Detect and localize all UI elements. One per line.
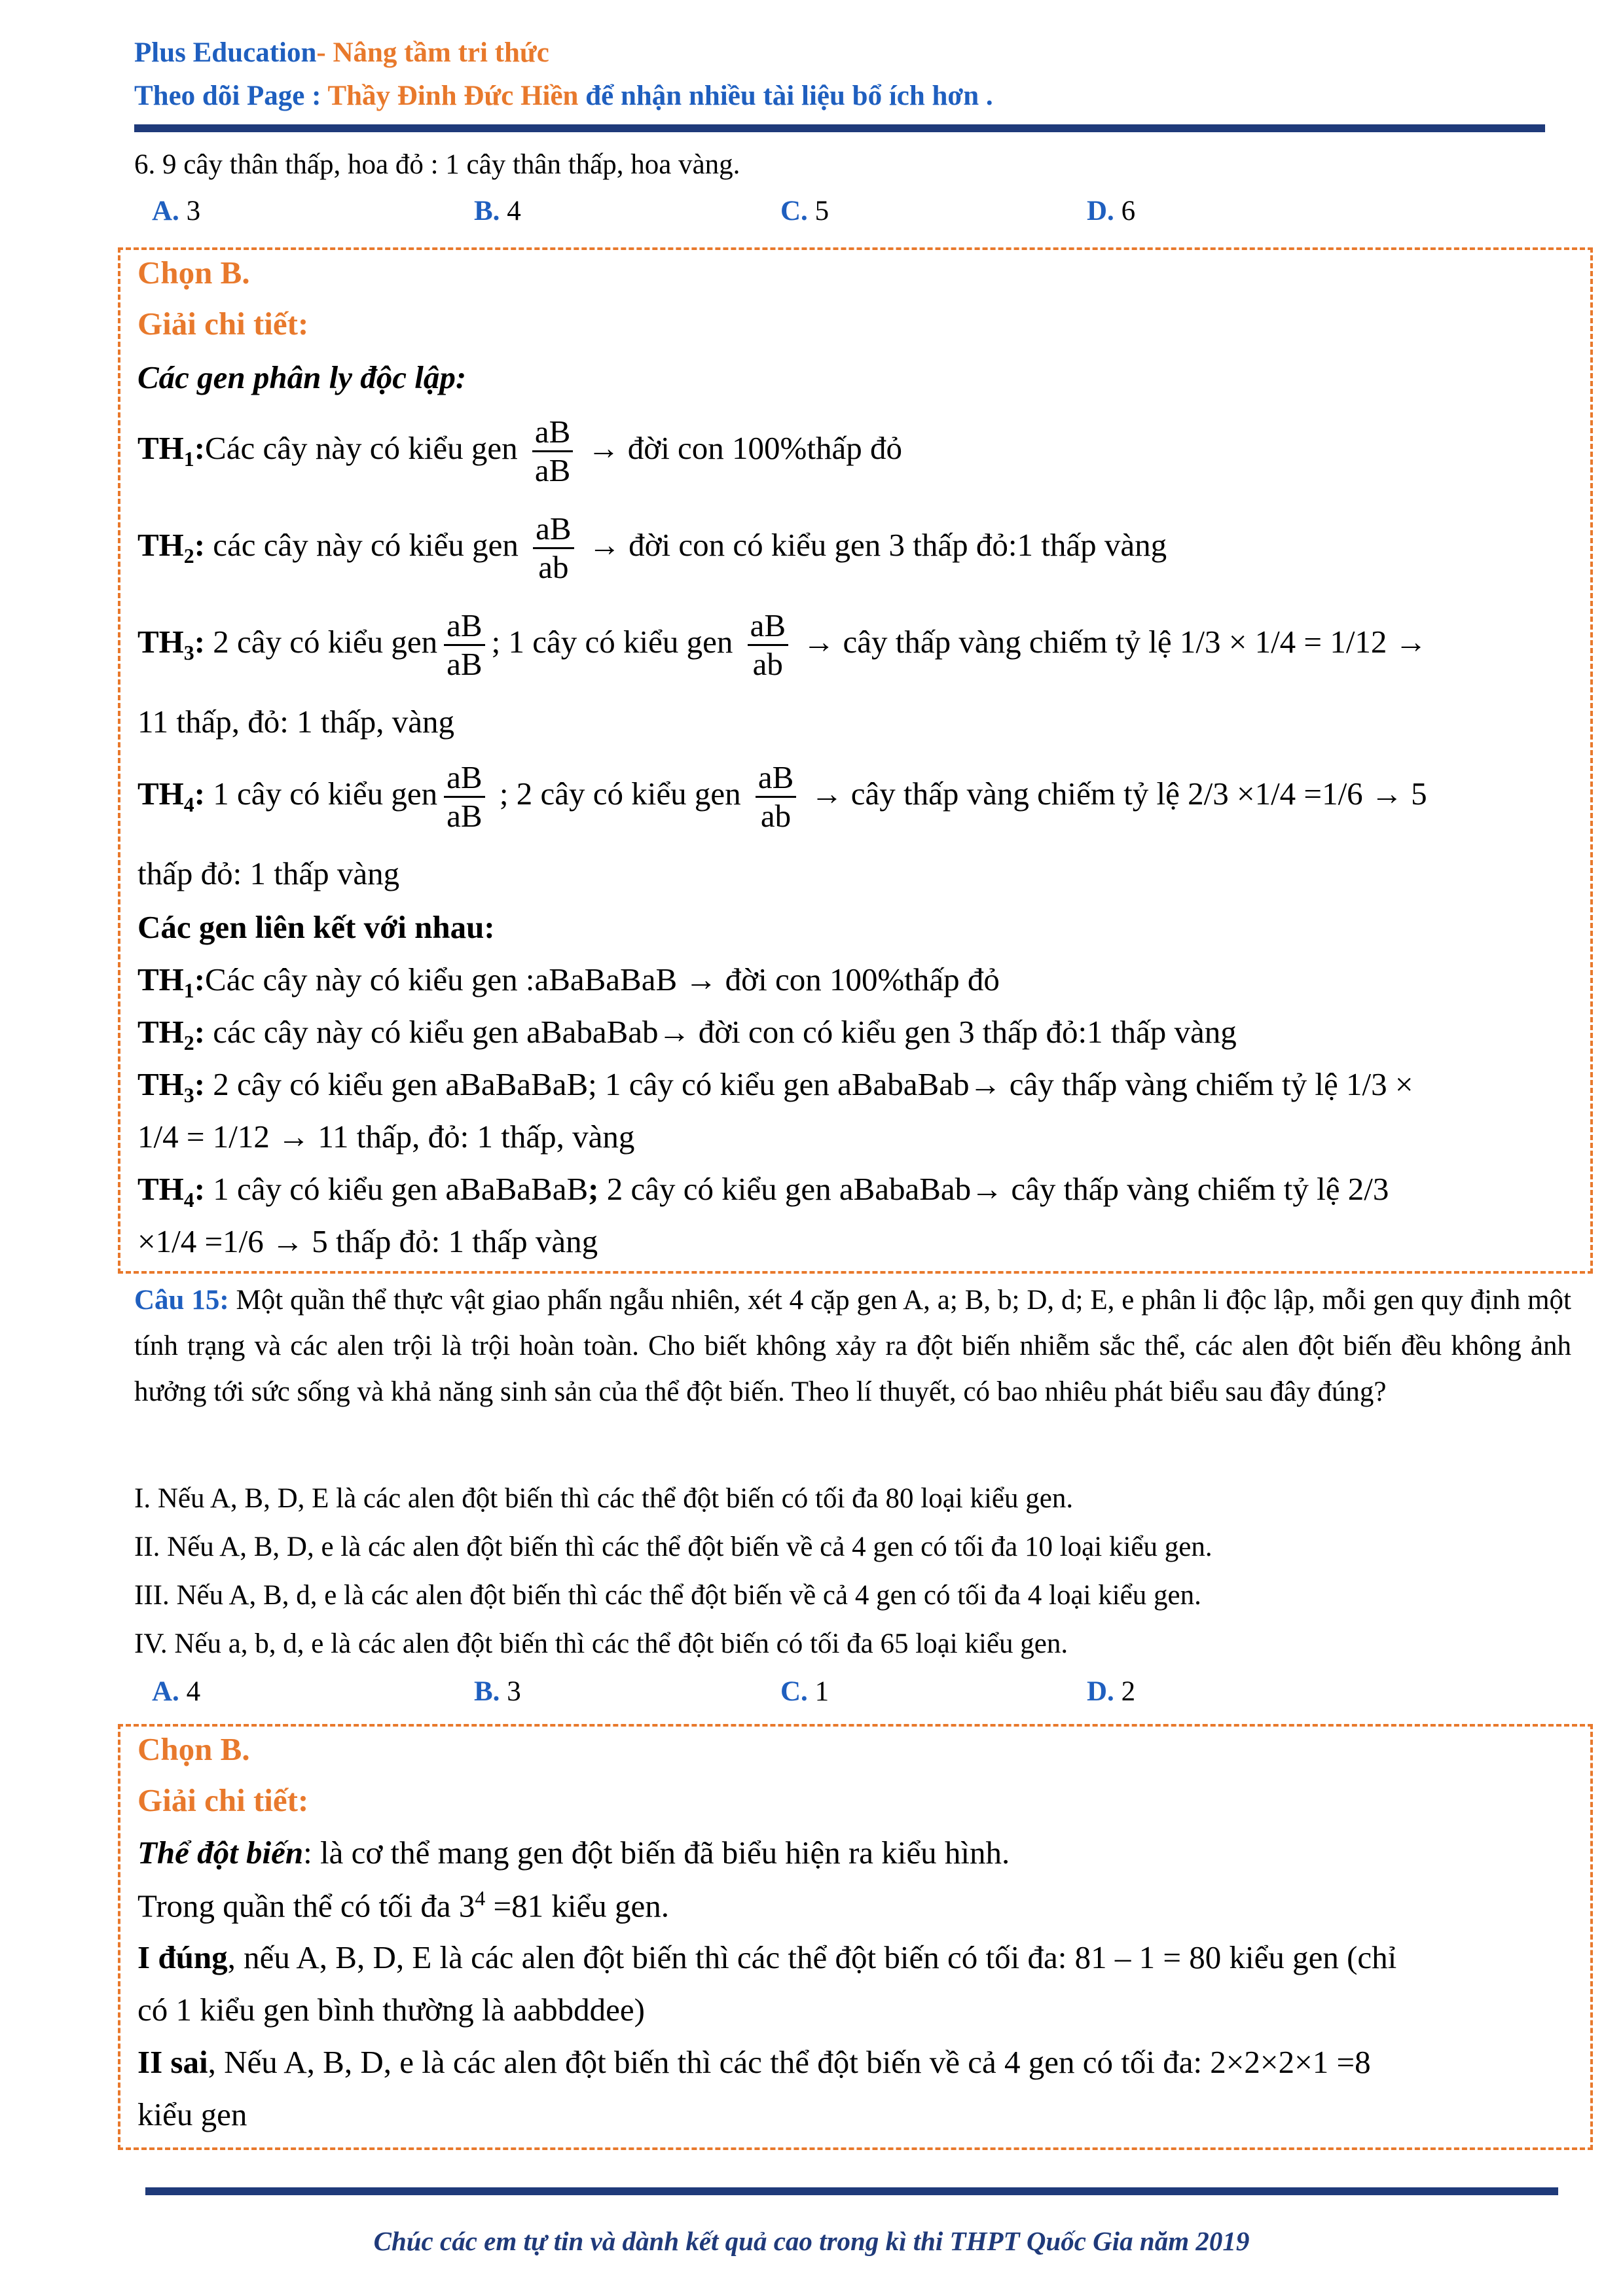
genotype-fraction: $\frac{aB}{aB}$ [444, 759, 484, 835]
sol14-linked-th3-cont: 1/4 = 1/12 → 11 thấp, đỏ: 1 thấp, vàng [137, 1119, 635, 1155]
q14-option-c[interactable]: C. 5 [780, 196, 830, 226]
sol14-th1: $TH_1:Các$ cây này có kiểu gen $\frac{aB}{aB}$ → đời con 100%thấp đỏ [137, 414, 902, 489]
sol15-count: Trong quần thể có tối đa $3^4 =81$ kiểu gen. [137, 1887, 670, 1924]
brand-tagline: - Nâng tầm tri thức [316, 37, 549, 68]
footer-divider [145, 2187, 1558, 2195]
header-line-1 [134, 37, 549, 69]
q15-label: Câu 15: [134, 1285, 229, 1316]
sol14-linked-th4: $TH_4$: 1 cây có kiểu gen aBaBaBaB; 2 cây có kiểu gen aBabaBab→ cây thấp vàng chiếm tỷ lệ 2/3 [137, 1171, 1389, 1211]
q15-option-c[interactable]: C. 1 [780, 1676, 830, 1707]
q15-option-d[interactable]: D. 2 [1087, 1676, 1136, 1707]
sol14-linked-th4-cont: ×1/4 =1/6 → 5 thấp đỏ: 1 thấp vàng [137, 1223, 598, 1259]
genotype-fraction: $\frac{aB}{ab}$ [756, 759, 796, 835]
sol15-statement-ii: II sai, Nếu A, B, D, e là các alen đột biến thì các thể đột biến về cả 4 gen có tối đa: 2×2×2×1 =8 [137, 2044, 1371, 2080]
sol15-statement-i: I đúng, nếu A, B, D, E là các alen đột biến thì các thể đột biến có tối đa: 81 – 1 = 80 kiểu gen (chỉ [137, 1939, 1397, 1975]
q15-statement-1: I. Nếu A, B, D, E là các alen đột biến thì các thể đột biến có tối đa 80 loại kiểu gen. [134, 1483, 1074, 1514]
brand-name: Plus Education [134, 37, 317, 68]
genotype-fraction: $\frac{aB}{aB}$ [532, 414, 573, 490]
q14-statement: 6. 9 cây thân thấp, hoa đỏ : 1 cây thân thấp, hoa vàng. [134, 149, 740, 180]
q15-option-b[interactable]: B. 3 [474, 1676, 521, 1707]
teacher-link[interactable]: Thầy Đinh Đức Hiền [327, 81, 579, 111]
sol15-definition: Thể đột biến: là cơ thể mang gen đột biến đã biểu hiện ra kiểu hình. [137, 1835, 1010, 1871]
sol14-linked-th2: $TH_2$: các cây này có kiểu gen aBabaBab→ đời con có kiểu gen 3 thấp đỏ:1 thấp vàng [137, 1014, 1237, 1054]
sol14-linked-th1: $TH_1:Các$ cây này có kiểu gen :aBaBaBaB → đời con 100%thấp đỏ [137, 961, 1000, 1002]
sol14-th3: $TH_3$: 2 cây có kiểu gen $\frac{aB}{aB}$ ; 1 cây có kiểu gen $\frac{aB}{ab}$ → cây thấp vàng chiếm tỷ lệ 1/3 × 1/4 = 1/12 → [137, 607, 1427, 683]
follow-suffix: để nhận nhiều tài liệu bổ ích hơn . [578, 81, 993, 111]
header-line-2 [134, 80, 993, 112]
q14-options [152, 195, 1527, 232]
sol14-choice: Chọn B. [137, 255, 250, 291]
genotype-fraction: $\frac{aB}{ab}$ [748, 607, 788, 683]
q14-option-a[interactable]: A. 3 [152, 196, 201, 226]
sol14-linked-heading: Các gen liên kết với nhau: [137, 909, 495, 945]
sol15-statement-i-cont: có 1 kiểu gen bình thường là aabbddee) [137, 1992, 645, 2028]
header-divider [134, 124, 1545, 132]
q15-option-a[interactable]: A. 4 [152, 1676, 201, 1707]
sol14-independent-heading: Các gen phân ly độc lập: [137, 359, 467, 395]
follow-colon: : [304, 81, 328, 111]
genotype-fraction: $\frac{aB}{aB}$ [444, 607, 484, 683]
q15-statement-4: IV. Nếu a, b, d, e là các alen đột biến thì các thể đột biến có tối đa 65 loại kiểu gen. [134, 1628, 1068, 1659]
sol14-detail-label: Giải chi tiết: [137, 306, 309, 342]
sol14-th4-cont: thấp đỏ: 1 thấp vàng [137, 855, 400, 891]
follow-label: Theo dõi Page [134, 81, 305, 111]
q14-option-d[interactable]: D. 6 [1087, 196, 1136, 226]
q15-options [152, 1676, 1527, 1712]
solution-box-q15 [118, 1724, 1593, 2150]
sol15-statement-ii-cont: kiểu gen [137, 2096, 247, 2132]
sol14-linked-th3: $TH_3$: 2 cây có kiểu gen aBaBaBaB; 1 cây có kiểu gen aBabaBab→ cây thấp vàng chiếm tỷ lệ 1/3 × [137, 1066, 1413, 1107]
sol15-choice: Chọn B. [137, 1731, 250, 1767]
q15-statement-2: II. Nếu A, B, D, e là các alen đột biến thì các thể đột biến về cả 4 gen có tối đa 10 loại kiểu gen. [134, 1532, 1213, 1562]
footer-text: Chúc các em tự tin và dành kết quả cao trong kì thi THPT Quốc Gia năm 2019 [373, 2226, 1250, 2256]
sol14-th2: $TH_2$: các cây này có kiểu gen $\frac{aB}{ab}$ → đời con có kiểu gen 3 thấp đỏ:1 thấp vàng [137, 511, 1167, 586]
q15-text: Câu 15: Một quần thể thực vật giao phấn ngẫu nhiên, xét 4 cặp gen A, a; B, b; D, d; E, e phân li độc lập, mỗi gen quy định một tính trạng và các alen trội là trội hoàn toàn. Cho biết không xảy ra đột biến nhiễm sắc thể, các alen đột biến đều không ảnh hưởng tới sức sống và khả năng sinh sản của thể đột biến. Theo lí thuyết, có bao nhiêu phát biểu sau đây đúng? [134, 1285, 1571, 1407]
sol15-detail-label: Giải chi tiết: [137, 1782, 309, 1818]
sol14-th3-cont: 11 thấp, đỏ: 1 thấp, vàng [137, 704, 455, 740]
sol14-th4: $TH_4$: 1 cây có kiểu gen $\frac{aB}{aB}$ ; 2 cây có kiểu gen $\frac{aB}{ab}$ → cây thấp vàng chiếm tỷ lệ 2/3 ×1/4 =1/6 → 5 [137, 759, 1427, 834]
q14-option-b[interactable]: B. 4 [474, 196, 521, 226]
q15-statement-3: III. Nếu A, B, d, e là các alen đột biến thì các thể đột biến về cả 4 gen có tối đa 4 loại kiểu gen. [134, 1580, 1201, 1611]
genotype-fraction: $\frac{aB}{ab}$ [533, 511, 574, 586]
